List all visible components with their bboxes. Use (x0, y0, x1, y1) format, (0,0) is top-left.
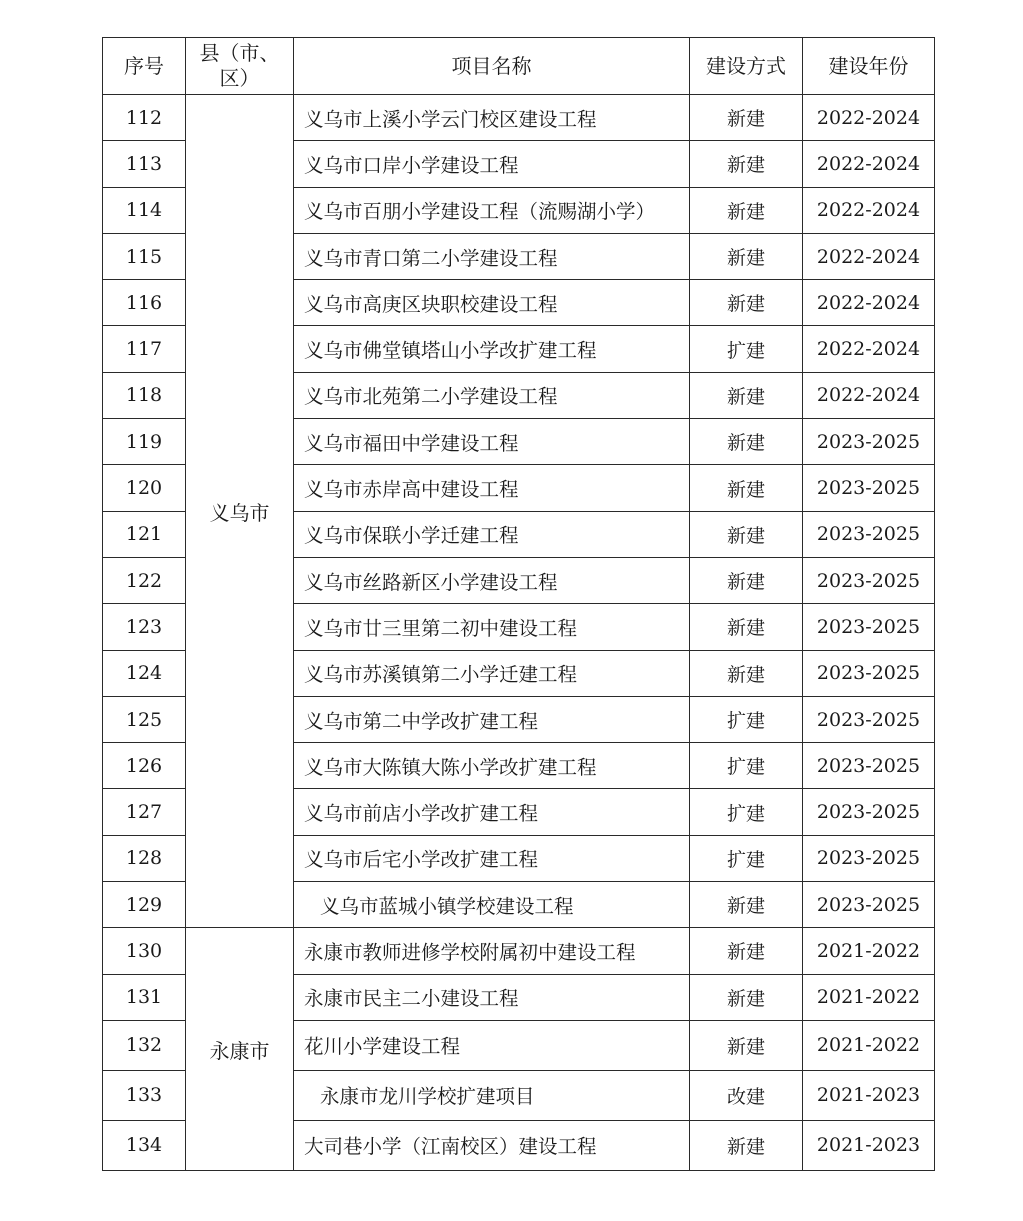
seq-cell: 123 (103, 604, 186, 650)
seq-cell: 118 (103, 372, 186, 418)
seq-cell: 130 (103, 928, 186, 974)
county-cell: 永康市 (186, 928, 294, 1171)
project-table (102, 37, 935, 1171)
build-years-cell: 2023-2025 (803, 557, 935, 603)
build-method-cell: 新建 (690, 372, 803, 418)
build-years-cell: 2022-2024 (803, 372, 935, 418)
project-name-cell: 义乌市保联小学迁建工程 (294, 511, 690, 557)
build-years-cell: 2022-2024 (803, 141, 935, 187)
header-years: 建设年份 (803, 38, 935, 95)
seq-cell: 134 (103, 1120, 186, 1170)
build-years-cell: 2021-2022 (803, 928, 935, 974)
build-method-cell: 扩建 (690, 696, 803, 742)
table-body (103, 95, 935, 1171)
build-method-cell: 扩建 (690, 743, 803, 789)
seq-cell: 125 (103, 696, 186, 742)
table-row (103, 95, 935, 141)
build-years-cell: 2022-2024 (803, 95, 935, 141)
project-name-cell: 义乌市口岸小学建设工程 (294, 141, 690, 187)
build-method-cell: 扩建 (690, 835, 803, 881)
header-method: 建设方式 (690, 38, 803, 95)
seq-cell: 114 (103, 187, 186, 233)
project-name-cell: 义乌市北苑第二小学建设工程 (294, 372, 690, 418)
seq-cell: 116 (103, 280, 186, 326)
seq-cell: 117 (103, 326, 186, 372)
header-name: 项目名称 (294, 38, 690, 95)
build-years-cell: 2023-2025 (803, 511, 935, 557)
build-years-cell: 2021-2022 (803, 1020, 935, 1070)
table-row (103, 928, 935, 974)
seq-cell: 119 (103, 419, 186, 465)
seq-cell: 121 (103, 511, 186, 557)
project-name-cell: 义乌市廿三里第二初中建设工程 (294, 604, 690, 650)
project-name-cell: 义乌市青口第二小学建设工程 (294, 233, 690, 279)
build-method-cell: 新建 (690, 604, 803, 650)
build-years-cell: 2023-2025 (803, 743, 935, 789)
project-name-cell: 义乌市前店小学改扩建工程 (294, 789, 690, 835)
seq-cell: 115 (103, 233, 186, 279)
project-name-cell: 义乌市大陈镇大陈小学改扩建工程 (294, 743, 690, 789)
project-name-cell: 义乌市后宅小学改扩建工程 (294, 835, 690, 881)
build-method-cell: 扩建 (690, 326, 803, 372)
build-years-cell: 2021-2023 (803, 1070, 935, 1120)
build-method-cell: 新建 (690, 419, 803, 465)
project-name-cell: 永康市教师进修学校附属初中建设工程 (294, 928, 690, 974)
build-method-cell: 新建 (690, 650, 803, 696)
table-header-row (103, 38, 935, 95)
build-years-cell: 2021-2023 (803, 1120, 935, 1170)
build-method-cell: 改建 (690, 1070, 803, 1120)
build-method-cell: 新建 (690, 95, 803, 141)
project-name-cell: 义乌市第二中学改扩建工程 (294, 696, 690, 742)
seq-cell: 112 (103, 95, 186, 141)
build-method-cell: 新建 (690, 141, 803, 187)
build-method-cell: 新建 (690, 280, 803, 326)
build-method-cell: 扩建 (690, 789, 803, 835)
build-years-cell: 2023-2025 (803, 882, 935, 928)
build-years-cell: 2023-2025 (803, 419, 935, 465)
project-name-cell: 义乌市百朋小学建设工程（流赐湖小学） (294, 187, 690, 233)
header-seq: 序号 (103, 38, 186, 95)
build-years-cell: 2023-2025 (803, 835, 935, 881)
build-years-cell: 2021-2022 (803, 974, 935, 1020)
project-name-cell: 永康市民主二小建设工程 (294, 974, 690, 1020)
project-name-cell: 义乌市丝路新区小学建设工程 (294, 557, 690, 603)
seq-cell: 132 (103, 1020, 186, 1070)
seq-cell: 127 (103, 789, 186, 835)
seq-cell: 120 (103, 465, 186, 511)
county-cell: 义乌市 (186, 95, 294, 928)
build-years-cell: 2023-2025 (803, 789, 935, 835)
project-name-cell: 大司巷小学（江南校区）建设工程 (294, 1120, 690, 1170)
build-method-cell: 新建 (690, 928, 803, 974)
seq-cell: 129 (103, 882, 186, 928)
project-name-cell: 永康市龙川学校扩建项目 (294, 1070, 690, 1120)
build-method-cell: 新建 (690, 511, 803, 557)
seq-cell: 122 (103, 557, 186, 603)
project-name-cell: 义乌市上溪小学云门校区建设工程 (294, 95, 690, 141)
project-name-cell: 义乌市赤岸高中建设工程 (294, 465, 690, 511)
seq-cell: 133 (103, 1070, 186, 1120)
project-name-cell: 义乌市蓝城小镇学校建设工程 (294, 882, 690, 928)
build-years-cell: 2023-2025 (803, 696, 935, 742)
seq-cell: 124 (103, 650, 186, 696)
seq-cell: 131 (103, 974, 186, 1020)
build-method-cell: 新建 (690, 1020, 803, 1070)
build-years-cell: 2023-2025 (803, 650, 935, 696)
seq-cell: 113 (103, 141, 186, 187)
build-method-cell: 新建 (690, 1120, 803, 1170)
build-method-cell: 新建 (690, 557, 803, 603)
project-name-cell: 义乌市苏溪镇第二小学迁建工程 (294, 650, 690, 696)
seq-cell: 128 (103, 835, 186, 881)
header-county: 县（市、区） (186, 38, 294, 95)
project-name-cell: 义乌市高庚区块职校建设工程 (294, 280, 690, 326)
build-years-cell: 2022-2024 (803, 280, 935, 326)
project-name-cell: 义乌市福田中学建设工程 (294, 419, 690, 465)
build-method-cell: 新建 (690, 233, 803, 279)
project-name-cell: 花川小学建设工程 (294, 1020, 690, 1070)
build-method-cell: 新建 (690, 974, 803, 1020)
project-name-cell: 义乌市佛堂镇塔山小学改扩建工程 (294, 326, 690, 372)
build-years-cell: 2022-2024 (803, 187, 935, 233)
build-years-cell: 2023-2025 (803, 465, 935, 511)
build-method-cell: 新建 (690, 187, 803, 233)
build-method-cell: 新建 (690, 882, 803, 928)
seq-cell: 126 (103, 743, 186, 789)
build-method-cell: 新建 (690, 465, 803, 511)
build-years-cell: 2022-2024 (803, 233, 935, 279)
build-years-cell: 2022-2024 (803, 326, 935, 372)
build-years-cell: 2023-2025 (803, 604, 935, 650)
